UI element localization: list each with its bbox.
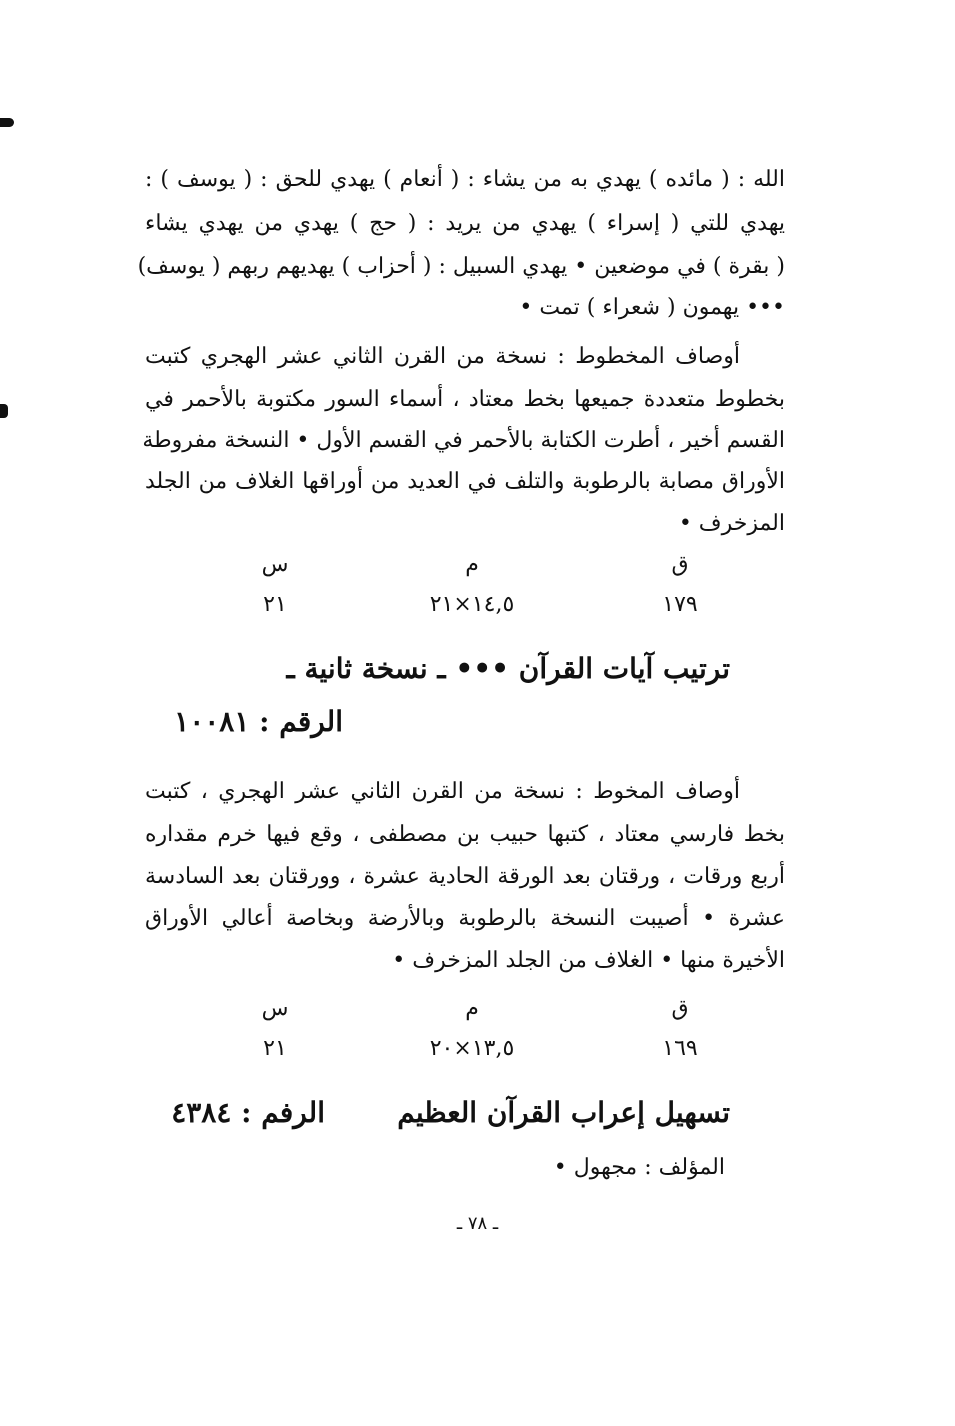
table-header-folios: ق: [671, 996, 689, 1021]
text-line: أوصاف المخوط : نسخة من القرن الثاني عشر الهجري ، كتبت: [145, 779, 740, 804]
table-cell-folios: ١٧٩: [662, 592, 698, 617]
page-number: ـ ٧٨ ـ: [456, 1213, 499, 1234]
table-cell-lines: ٢١: [263, 1036, 287, 1061]
table-header-folios: ق: [671, 552, 689, 577]
table-cell-folios: ١٦٩: [662, 1036, 698, 1061]
text-line: الأوراق مصابة بالرطوبة والتلف في العديد من أوراقها الغلاف من الجلد: [145, 469, 785, 494]
text-line: بخطوط متعددة جميعها بخط معتاد ، أسماء السور مكتوبة بالأحمر في: [145, 387, 785, 412]
table-cell-size: ١٣,٥×٢٠: [429, 1036, 515, 1061]
table-header-size: م: [465, 552, 479, 577]
table-cell-size: ١٤,٥×٢١: [429, 592, 515, 617]
entry-title: ترتيب آيات القرآن ••• ـ نسخة ثانية ـ: [286, 652, 730, 685]
entry-title: تسهيل إعراب القرآن العظيم: [397, 1096, 730, 1129]
entry-number: الرفم : ٤٣٨٤: [171, 1096, 325, 1129]
text-line: يهدي للتي ( إسراء ) يهدي من يريد : ( حج ) يهدي من يهدي يشاء: [145, 211, 785, 236]
text-line: أوصاف المخطوط : نسخة من القرن الثاني عشر الهجري كتبت: [145, 344, 740, 369]
text-line: ••• يهمون ( شعراء ) تمت •: [519, 295, 785, 320]
text-line: بخط فارسي معتاد ، كتبها حبيب بن مصطفى ، وقع فيها خرم مقداره: [145, 822, 785, 847]
table-header-lines: س: [261, 552, 289, 577]
table-header-lines: س: [261, 996, 289, 1021]
table-header-size: م: [465, 996, 479, 1021]
author-line: المؤلف : مجهول •: [553, 1155, 725, 1180]
entry-number: الرقم : ١٠٠٨١: [174, 705, 343, 738]
text-line: أربع ورقات ، ورقتان بعد الورقة الحادية عشرة ، وورقتان بعد السادسة: [145, 864, 785, 889]
scan-mark: [0, 404, 8, 418]
text-line: الله : ( مائده ) يهدي به من يشاء : ( أنعام ) يهدي للحق : ( يوسف ) :: [145, 167, 785, 192]
text-line: المزخرف •: [678, 511, 785, 536]
text-line: الأخيرة منها • الغلاف من الجلد المزخرف •: [392, 948, 785, 973]
text-line: عشرة • أصيبت النسخة بالرطوبة وبالأرضة وبخاصة أعالي الأوراق: [145, 906, 785, 931]
table-cell-lines: ٢١: [263, 592, 287, 617]
text-line: ( بقرة ) في موضعين • يهدي السبيل : ( أحزاب ) يهديهم ربهم ( يوسف): [137, 254, 785, 279]
text-line: القسم أخير ، أطرت الكتابة بالأحمر في القسم الأول • النسخة مفروطة: [142, 428, 785, 453]
scan-mark: [0, 118, 14, 127]
